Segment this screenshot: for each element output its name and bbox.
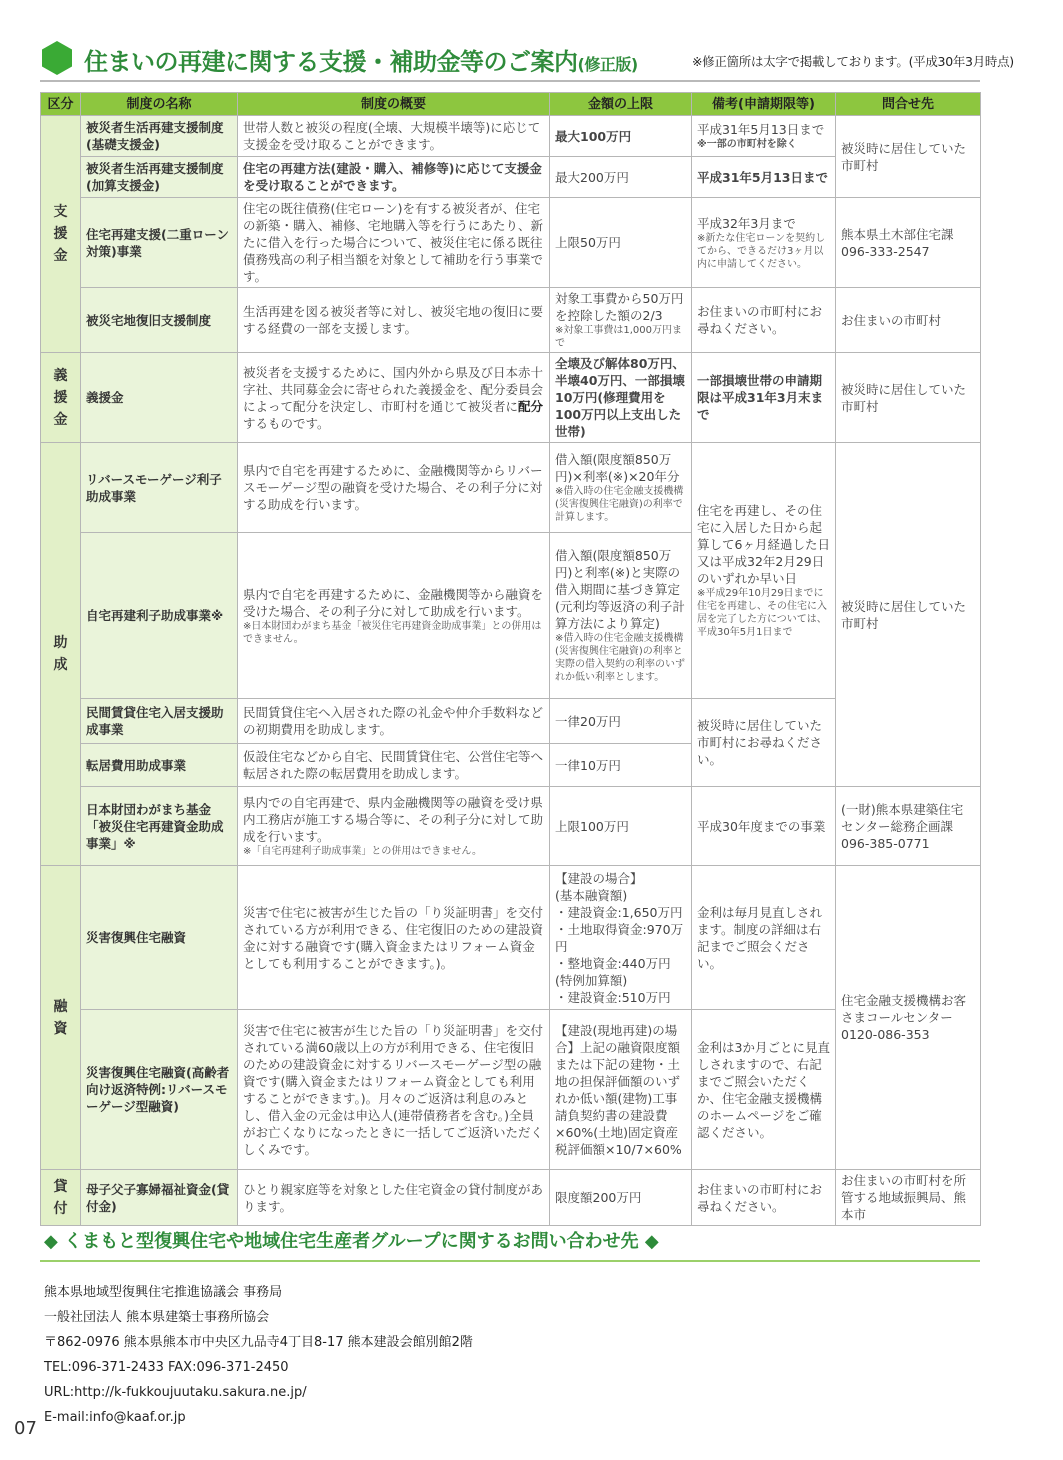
amount-text: 借入額(限度額850万円)×利率(※)×20年分 xyxy=(555,452,680,484)
support-table xyxy=(40,92,981,1226)
remark xyxy=(692,443,836,699)
amount: 上限100万円 xyxy=(550,787,692,866)
amount-text: 対象工事費から50万円を控除した額の2/3 xyxy=(555,291,684,323)
contact-rule xyxy=(40,1260,980,1262)
amount-line: 【建設の場合】 xyxy=(555,870,643,886)
contact: 被災時に居住していた市町村 xyxy=(836,443,981,787)
overview: 住宅の既往債務(住宅ローン)を有する被災者が、住宅の新築・購入、補修、宅地購入等を行うにあたり、新たに借入を行った場合について、被災住宅に係る既往債務残高の利子相当額を対象として補助を行う事業です。 xyxy=(238,198,550,288)
amount-note: ※対象工事費は1,000万円まで xyxy=(555,325,683,349)
table-row xyxy=(41,198,981,288)
contact-org: 熊本県地域型復興住宅推進協議会 事務局 xyxy=(44,1285,283,1300)
overview-text: 県内で自宅を再建するために、金融機関等から融資を受けた場合、その利子分に対して助成を行います。 xyxy=(243,586,544,619)
contact: (一財)熊本県建築住宅センター総務企画課 096-385-0771 xyxy=(836,787,981,866)
table-header-row xyxy=(41,93,981,116)
system-name: リバースモーゲージ利子助成事業 xyxy=(81,443,238,533)
overview: 住宅の再建方法(建設・購入、補修等)に応じて支援金を受け取ることができます。 xyxy=(238,157,550,198)
amount: 全壊及び解体80万円、半壊40万円、一部損壊10万円(修理費用を100万円以上支出した世帯) xyxy=(550,353,692,443)
header-category: 区分 xyxy=(41,93,81,116)
amount-line: (基本融資額) xyxy=(555,887,628,903)
amount xyxy=(550,443,692,533)
amount-line: (特例加算額) xyxy=(555,972,628,988)
system-name: 住宅再建支援(二重ローン対策)事業 xyxy=(81,198,238,288)
system-name: 災害復興住宅融資 xyxy=(81,866,238,1010)
system-name: 民間賃貸住宅入居支援助成事業 xyxy=(81,699,238,744)
overview: 仮設住宅などから自宅、民間賃貸住宅、公営住宅等へ転居された際の転居費用を助成します。 xyxy=(238,744,550,787)
remark: 平成30年度までの事業 xyxy=(692,787,836,866)
hexagon-icon xyxy=(40,40,74,76)
system-name: 災害復興住宅融資(高齢者向け返済特例:リバースモーゲージ型融資) xyxy=(81,1010,238,1170)
category-support: 支援金 xyxy=(41,116,81,353)
overview: 災害で住宅に被害が生じた旨の「り災証明書」を交付されている方が利用できる、住宅復旧のための建設資金に対する融資です(購入資金またはリフォーム資金としても利用することができます。)。 xyxy=(238,866,550,1010)
system-name: 被災者生活再建支援制度(基礎支援金) xyxy=(81,116,238,157)
amount: 一律10万円 xyxy=(550,744,692,787)
contact: 熊本県土木部住宅課 096-333-2547 xyxy=(836,198,981,288)
system-name: 日本財団わがまち基金「被災住宅再建資金助成事業」※ xyxy=(81,787,238,866)
remark: 被災時に居住していた市町村にお尋ねください。 xyxy=(692,699,836,787)
contact-address: 〒862-0976 熊本県熊本市中央区九品寺4丁目8-17 熊本建設会館別館2階 xyxy=(44,1335,473,1350)
overview: 生活再建を図る被災者等に対し、被災宅地の復旧に要する経費の一部を支援します。 xyxy=(238,288,550,353)
contact-url[interactable]: URL:http://k-fukkoujuutaku.sakura.ne.jp/ xyxy=(44,1385,307,1400)
overview-text: 県内での自宅再建で、県内金融機関等の融資を受け県内工務店が施工する場合等に、その利子分に対して助成を行います。 xyxy=(243,795,544,844)
overview-bold: 配分 xyxy=(518,398,544,414)
contact-info xyxy=(44,1280,473,1430)
amount: 【建設(現地再建)の場合】上記の融資限度額または下記の建物・土地の担保評価額のいずれか低い額(建物)工事請負契約書の建設費×60%(土地)固定資産税評価額×10/7×60% xyxy=(550,1010,692,1170)
remark-text: 住宅を再建し、その住宅に入居した日から起算して6ヶ月経過した日又は平成32年2月29日のいずれか早い日 xyxy=(697,503,830,586)
remark: 金利は毎月見直しされます。制度の詳細は右記までご照会ください。 xyxy=(692,866,836,1010)
title-rule xyxy=(40,80,980,82)
header-overview: 制度の概要 xyxy=(238,93,550,116)
title-row xyxy=(40,38,1014,78)
remark xyxy=(692,198,836,288)
table-row xyxy=(41,787,981,866)
category-lending: 貸付 xyxy=(41,1170,81,1226)
header-amount: 金額の上限 xyxy=(550,93,692,116)
amount-line: ・建設資金:510万円 xyxy=(555,989,671,1005)
remark: 一部損壊世帯の申請期限は平成31年3月末まで xyxy=(692,353,836,443)
amount xyxy=(550,288,692,353)
overview: 世帯人数と被災の程度(全壊、大規模半壊等)に応じて支援金を受け取ることができます。 xyxy=(238,116,550,157)
contact: お住まいの市町村を所管する地域振興局、熊本市 xyxy=(836,1170,981,1226)
overview xyxy=(238,787,550,866)
page-number: 07 xyxy=(14,1418,37,1439)
table-row xyxy=(41,116,981,157)
table-row xyxy=(41,866,981,1010)
page-title-revision: (修正版) xyxy=(577,55,638,74)
amount: 最大200万円 xyxy=(550,157,692,198)
system-name: 被災者生活再建支援制度(加算支援金) xyxy=(81,157,238,198)
overview-note: ※「自宅再建利子助成事業」との併用はできません。 xyxy=(243,846,482,857)
remark: お住まいの市町村にお尋ねください。 xyxy=(692,1170,836,1226)
table-row xyxy=(41,443,981,533)
header-name: 制度の名称 xyxy=(81,93,238,116)
overview: 災害で住宅に被害が生じた旨の「り災証明書」を交付されている満60歳以上の方が利用できる、住宅復旧のための建設資金に対するリバースモーゲージ型の融資です(購入資金またはリフォーム資金としても利用することができます。)。月々のご返済は利息のみとし、借入金の元金は申込人(連帯債務者を含む。)全員がお亡くなりになったときに一括してご返済いただくしくみです。 xyxy=(238,1010,550,1170)
remark: お住まいの市町村にお尋ねください。 xyxy=(692,288,836,353)
contact: 住宅金融支援機構お客さまコールセンター 0120-086-353 xyxy=(836,866,981,1170)
header-remark: 備考(申請期限等) xyxy=(692,93,836,116)
remark-note: ※新たな住宅ローンを契約してから、できるだけ3ヶ月以内に申請してください。 xyxy=(697,232,826,270)
system-name: 母子父子寡婦福祉資金(貸付金) xyxy=(81,1170,238,1226)
amount: 最大100万円 xyxy=(550,116,692,157)
overview: 県内で自宅を再建するために、金融機関等からリバースモーゲージ型の融資を受けた場合、その利子分に対する助成を行います。 xyxy=(238,443,550,533)
overview: 民間賃貸住宅へ入居された際の礼金や仲介手数料などの初期費用を助成します。 xyxy=(238,699,550,744)
contact-association: 一般社団法人 熊本県建築士事務所協会 xyxy=(44,1310,270,1325)
overview-text: 被災者を支援するために、国内外から県及び日本赤十字社、共同募金会に寄せられた義援金を、配分委員会によって配分を決定し、市町村を通じて被災者に xyxy=(243,364,544,414)
amount-line: ・土地取得資金:970万円 xyxy=(555,921,684,954)
contact-email[interactable]: E-mail:info@kaaf.or.jp xyxy=(44,1410,186,1425)
category-donation: 義援金 xyxy=(41,353,81,443)
amount: 一律20万円 xyxy=(550,699,692,744)
remark: 平成31年5月13日まで xyxy=(692,157,836,198)
contact: お住まいの市町村 xyxy=(836,288,981,353)
remark-text: 平成32年3月まで xyxy=(697,215,796,231)
table-row xyxy=(41,288,981,353)
overview xyxy=(238,533,550,699)
remark-note: ※一部の市町村を除く xyxy=(697,139,797,150)
amount-line: ・整地資金:440万円 xyxy=(555,955,671,971)
remark xyxy=(692,116,836,157)
table-row xyxy=(41,1170,981,1226)
contact: 被災時に居住していた市町村 xyxy=(836,353,981,443)
amount xyxy=(550,866,692,1010)
amount-line: ・建設資金:1,650万円 xyxy=(555,904,683,920)
contact: 被災時に居住していた市町村 xyxy=(836,116,981,198)
amount xyxy=(550,533,692,699)
title-note: ※修正箇所は太字で掲載しております。(平成30年3月時点) xyxy=(692,54,1014,69)
page-title-main: 住まいの再建に関する支援・補助金等のご案内 xyxy=(84,48,578,76)
contact-heading: ◆ くまもと型復興住宅や地域住宅生産者グループに関するお問い合わせ先 ◆ xyxy=(44,1231,659,1252)
amount: 限度額200万円 xyxy=(550,1170,692,1226)
page-title xyxy=(84,42,638,77)
table-row xyxy=(41,353,981,443)
remark-note: ※平成29年10月29日までに住宅を再建し、その住宅に入居を完了した方については、平成30年5月1日まで xyxy=(697,588,827,638)
overview-note: ※日本財団わがまち基金「被災住宅再建資金助成事業」との併用はできません。 xyxy=(243,620,542,645)
amount-note: ※借入時の住宅金融支援機構(災害復興住宅融資)の利率と実際の借入契約の利率のいずれか低い利率とします。 xyxy=(555,633,685,683)
amount-text: 借入額(限度額850万円)と利率(※)と実際の借入期間に基づき算定(元利均等返済の利子計算方法により算定) xyxy=(555,548,685,631)
overview: ひとり親家庭等を対象とした住宅資金の貸付制度があります。 xyxy=(238,1170,550,1226)
system-name: 転居費用助成事業 xyxy=(81,744,238,787)
system-name: 自宅再建利子助成事業※ xyxy=(81,533,238,699)
system-name: 義援金 xyxy=(81,353,238,443)
remark: 金利は3か月ごとに見直しされますので、右記までご照会いただくか、住宅金融支援機構のホームページをご確認ください。 xyxy=(692,1010,836,1170)
overview-text-end: するものです。 xyxy=(243,415,330,431)
category-subsidy: 助成 xyxy=(41,443,81,866)
overview xyxy=(238,353,550,443)
header-contact: 問合せ先 xyxy=(836,93,981,116)
remark-text: 平成31年5月13日まで xyxy=(697,122,825,137)
category-loan: 融資 xyxy=(41,866,81,1170)
system-name: 被災宅地復旧支援制度 xyxy=(81,288,238,353)
amount: 上限50万円 xyxy=(550,198,692,288)
contact-phone: TEL:096-371-2433 FAX:096-371-2450 xyxy=(44,1360,289,1375)
amount-note: ※借入時の住宅金融支援機構(災害復興住宅融資)の利率で計算します。 xyxy=(555,486,684,523)
